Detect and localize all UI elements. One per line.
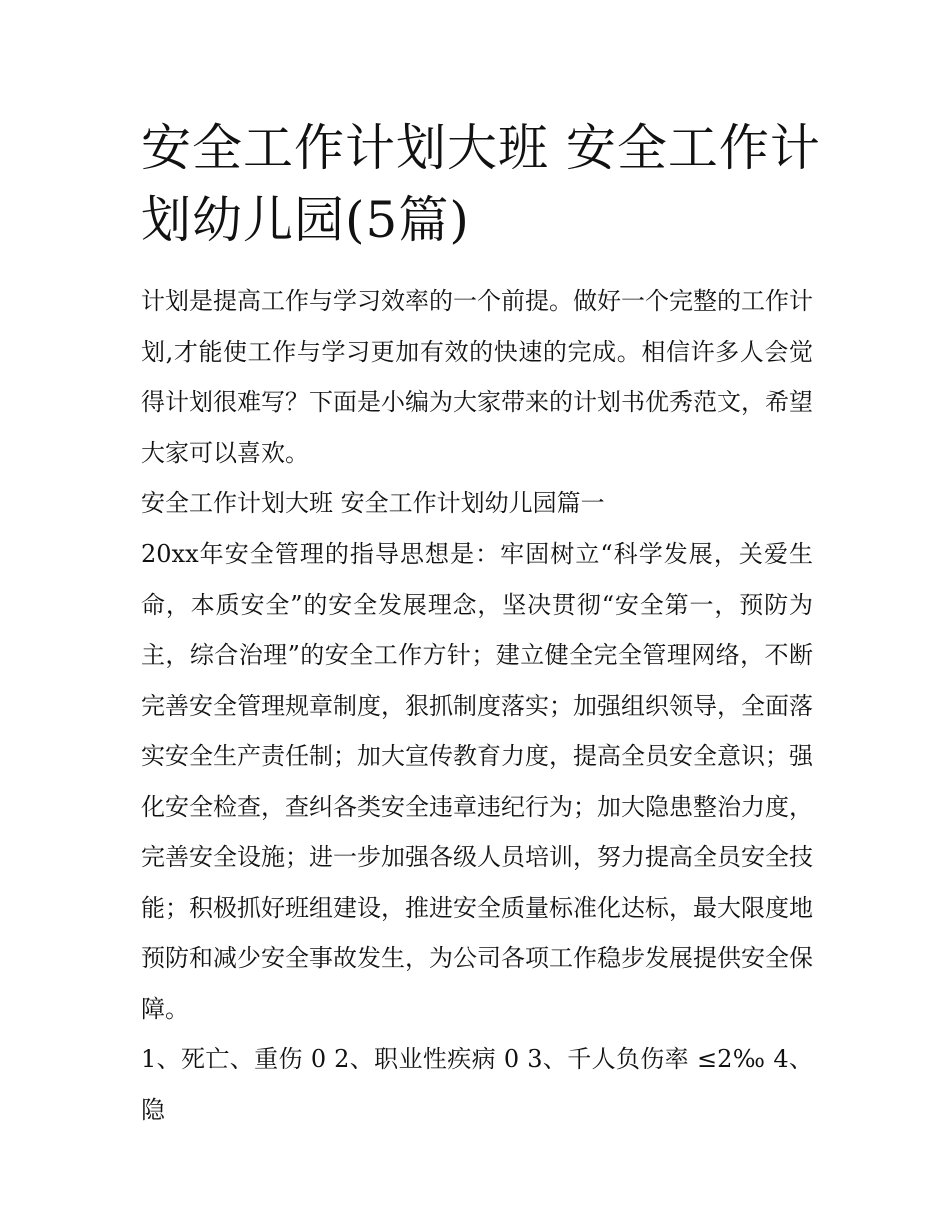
section-heading: 安全工作计划大班 安全工作计划幼儿园篇一 xyxy=(141,489,605,517)
targets-paragraph: 1、死亡、重伤 0 2、职业性疾病 0 3、千人负伤率 ≤2‰ 4、隐 xyxy=(141,1045,813,1124)
body-paragraph: 20xx年安全管理的指导思想是：牢固树立“科学发展，关爱生命，本质安全”的安全发展理念，坚决贯彻“安全第一，预防为主，综合治理”的安全工作方针；建立健全完全管理网络，不断完善安全管理规章制度，狠抓制度落实；加强组织领导，全面落实安全生产责任制；加大宣传教育力度，提高全员安全意识；强化安全检查，查纠各类安全违章违纪行为；加大隐患整治力度，完善安全设施；进一步加强各级人员培训，努力提高全员安全技能；积极抓好班组建设，推进安全质量标准化达标，最大限度地预防和减少安全事故发生，为公司各项工作稳步发展提供安全保障。 xyxy=(141,540,813,1023)
document-title: 安全工作计划大班 安全工作计划幼儿园(5篇) xyxy=(141,119,821,249)
intro-paragraph: 计划是提高工作与学习效率的一个前提。做好一个完整的工作计划,才能使工作与学习更加有效的快速的完成。相信许多人会觉得计划很难写？下面是小编为大家带来的计划书优秀范文，希望大家可以喜欢。 xyxy=(141,287,813,467)
